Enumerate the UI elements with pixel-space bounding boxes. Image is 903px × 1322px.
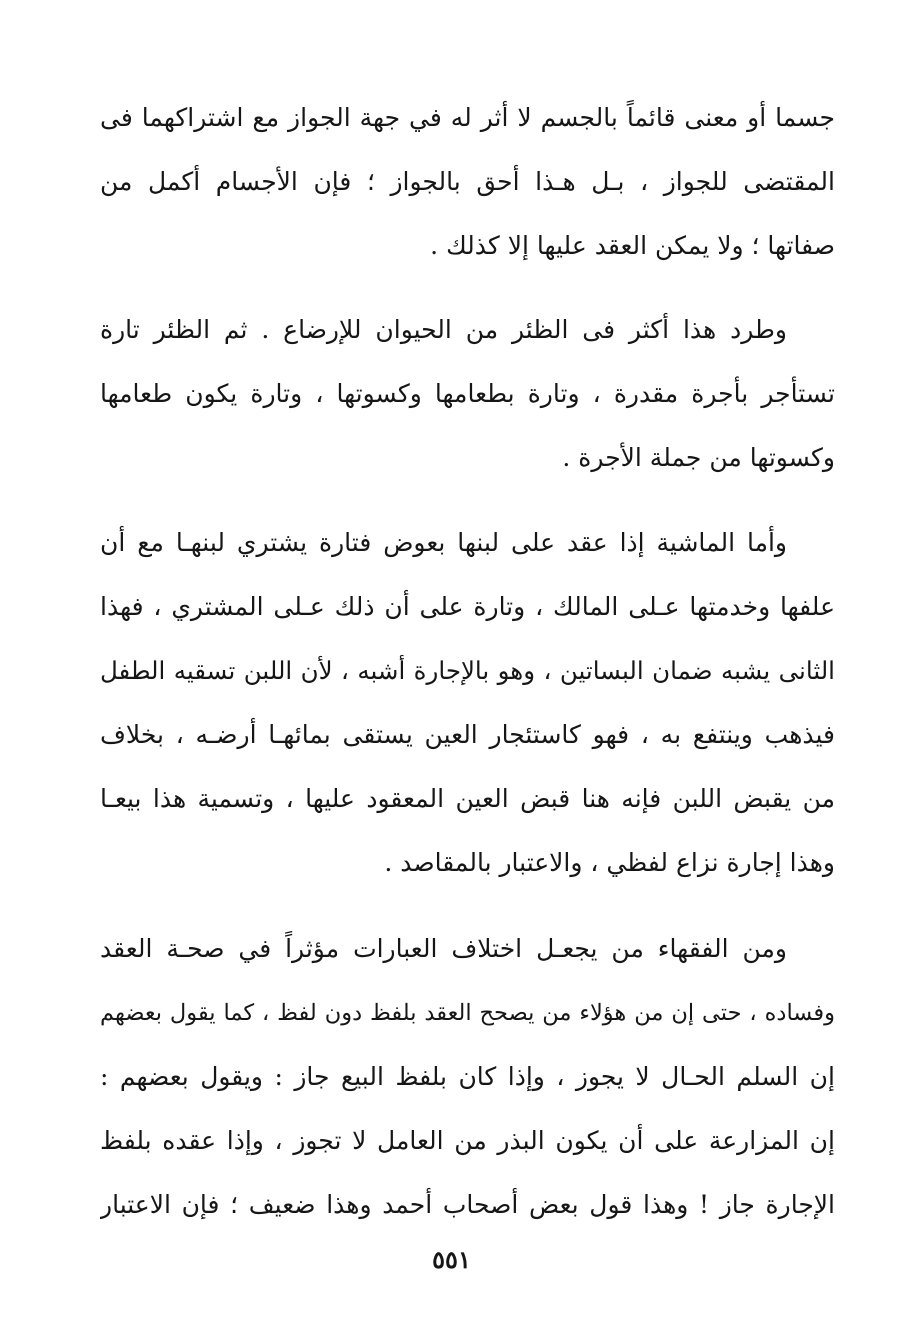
page-number: ٥٥١ xyxy=(432,1245,471,1274)
text-line: من يقبض اللبن فإنه هنا قبض العين المعقود عليها ، وتسمية هذا بيعـا xyxy=(100,784,835,813)
text-line: الإجارة جاز ! وهذا قول بعض أصحاب أحمد وهذا ضعيف ؛ فإن الاعتبار xyxy=(100,1190,835,1219)
paragraph-2 xyxy=(100,298,835,490)
text-line: الثانى يشبه ضمان البساتين ، وهو بالإجارة أشبه ، لأن اللبن تسقيه الطفل xyxy=(100,656,835,685)
text-line: علفها وخدمتها عـلى المالك ، وتارة على أن ذلك عـلى المشتري ، فهذا xyxy=(100,592,835,621)
paragraph-4 xyxy=(100,917,835,1237)
text-line: وهذا إجارة نزاع لفظي ، والاعتبار بالمقاصد . xyxy=(384,848,835,877)
paragraph-3 xyxy=(100,511,835,895)
text-line: إن المزارعة على أن يكون البذر من العامل لا تجوز ، وإذا عقده بلفظ xyxy=(100,1126,835,1155)
text-line: ومن الفقهاء من يجعـل اختلاف العبارات مؤثراً في صحـة العقد xyxy=(100,934,787,963)
text-line: إن السلم الحـال لا يجوز ، وإذا كان بلفظ البيع جاز : ويقول بعضهم : xyxy=(100,1062,835,1091)
text-line: تستأجر بأجرة مقدرة ، وتارة بطعامها وكسوتها ، وتارة يكون طعامها xyxy=(100,379,835,408)
text-line: صفاتها ؛ ولا يمكن العقد عليها إلا كذلك . xyxy=(430,231,835,260)
paragraph-1 xyxy=(100,86,835,278)
text-line: جسما أو معنى قائماً بالجسم لا أثر له في جهة الجواز مع اشتراكهما فى xyxy=(100,103,835,132)
text-line: فيذهب وينتفع به ، فهو كاستئجار العين يستقى بمائهـا أرضـه ، بخلاف xyxy=(100,720,835,749)
text-line: وفساده ، حتى إن من هؤلاء من يصحح العقد بلفظ دون لفظ ، كما يقول بعضهم xyxy=(100,1000,835,1026)
text-line: المقتضى للجواز ، بـل هـذا أحق بالجواز ؛ فإن الأجسام أكمل من xyxy=(100,167,835,196)
text-line: وأما الماشية إذا عقد على لبنها بعوض فتارة يشتري لبنهـا مع أن xyxy=(100,528,787,557)
text-line: وكسوتها من جملة الأجرة . xyxy=(562,443,835,472)
text-line: وطرد هذا أكثر فى الظئر من الحيوان للإرضاع . ثم الظئر تارة xyxy=(100,315,787,344)
